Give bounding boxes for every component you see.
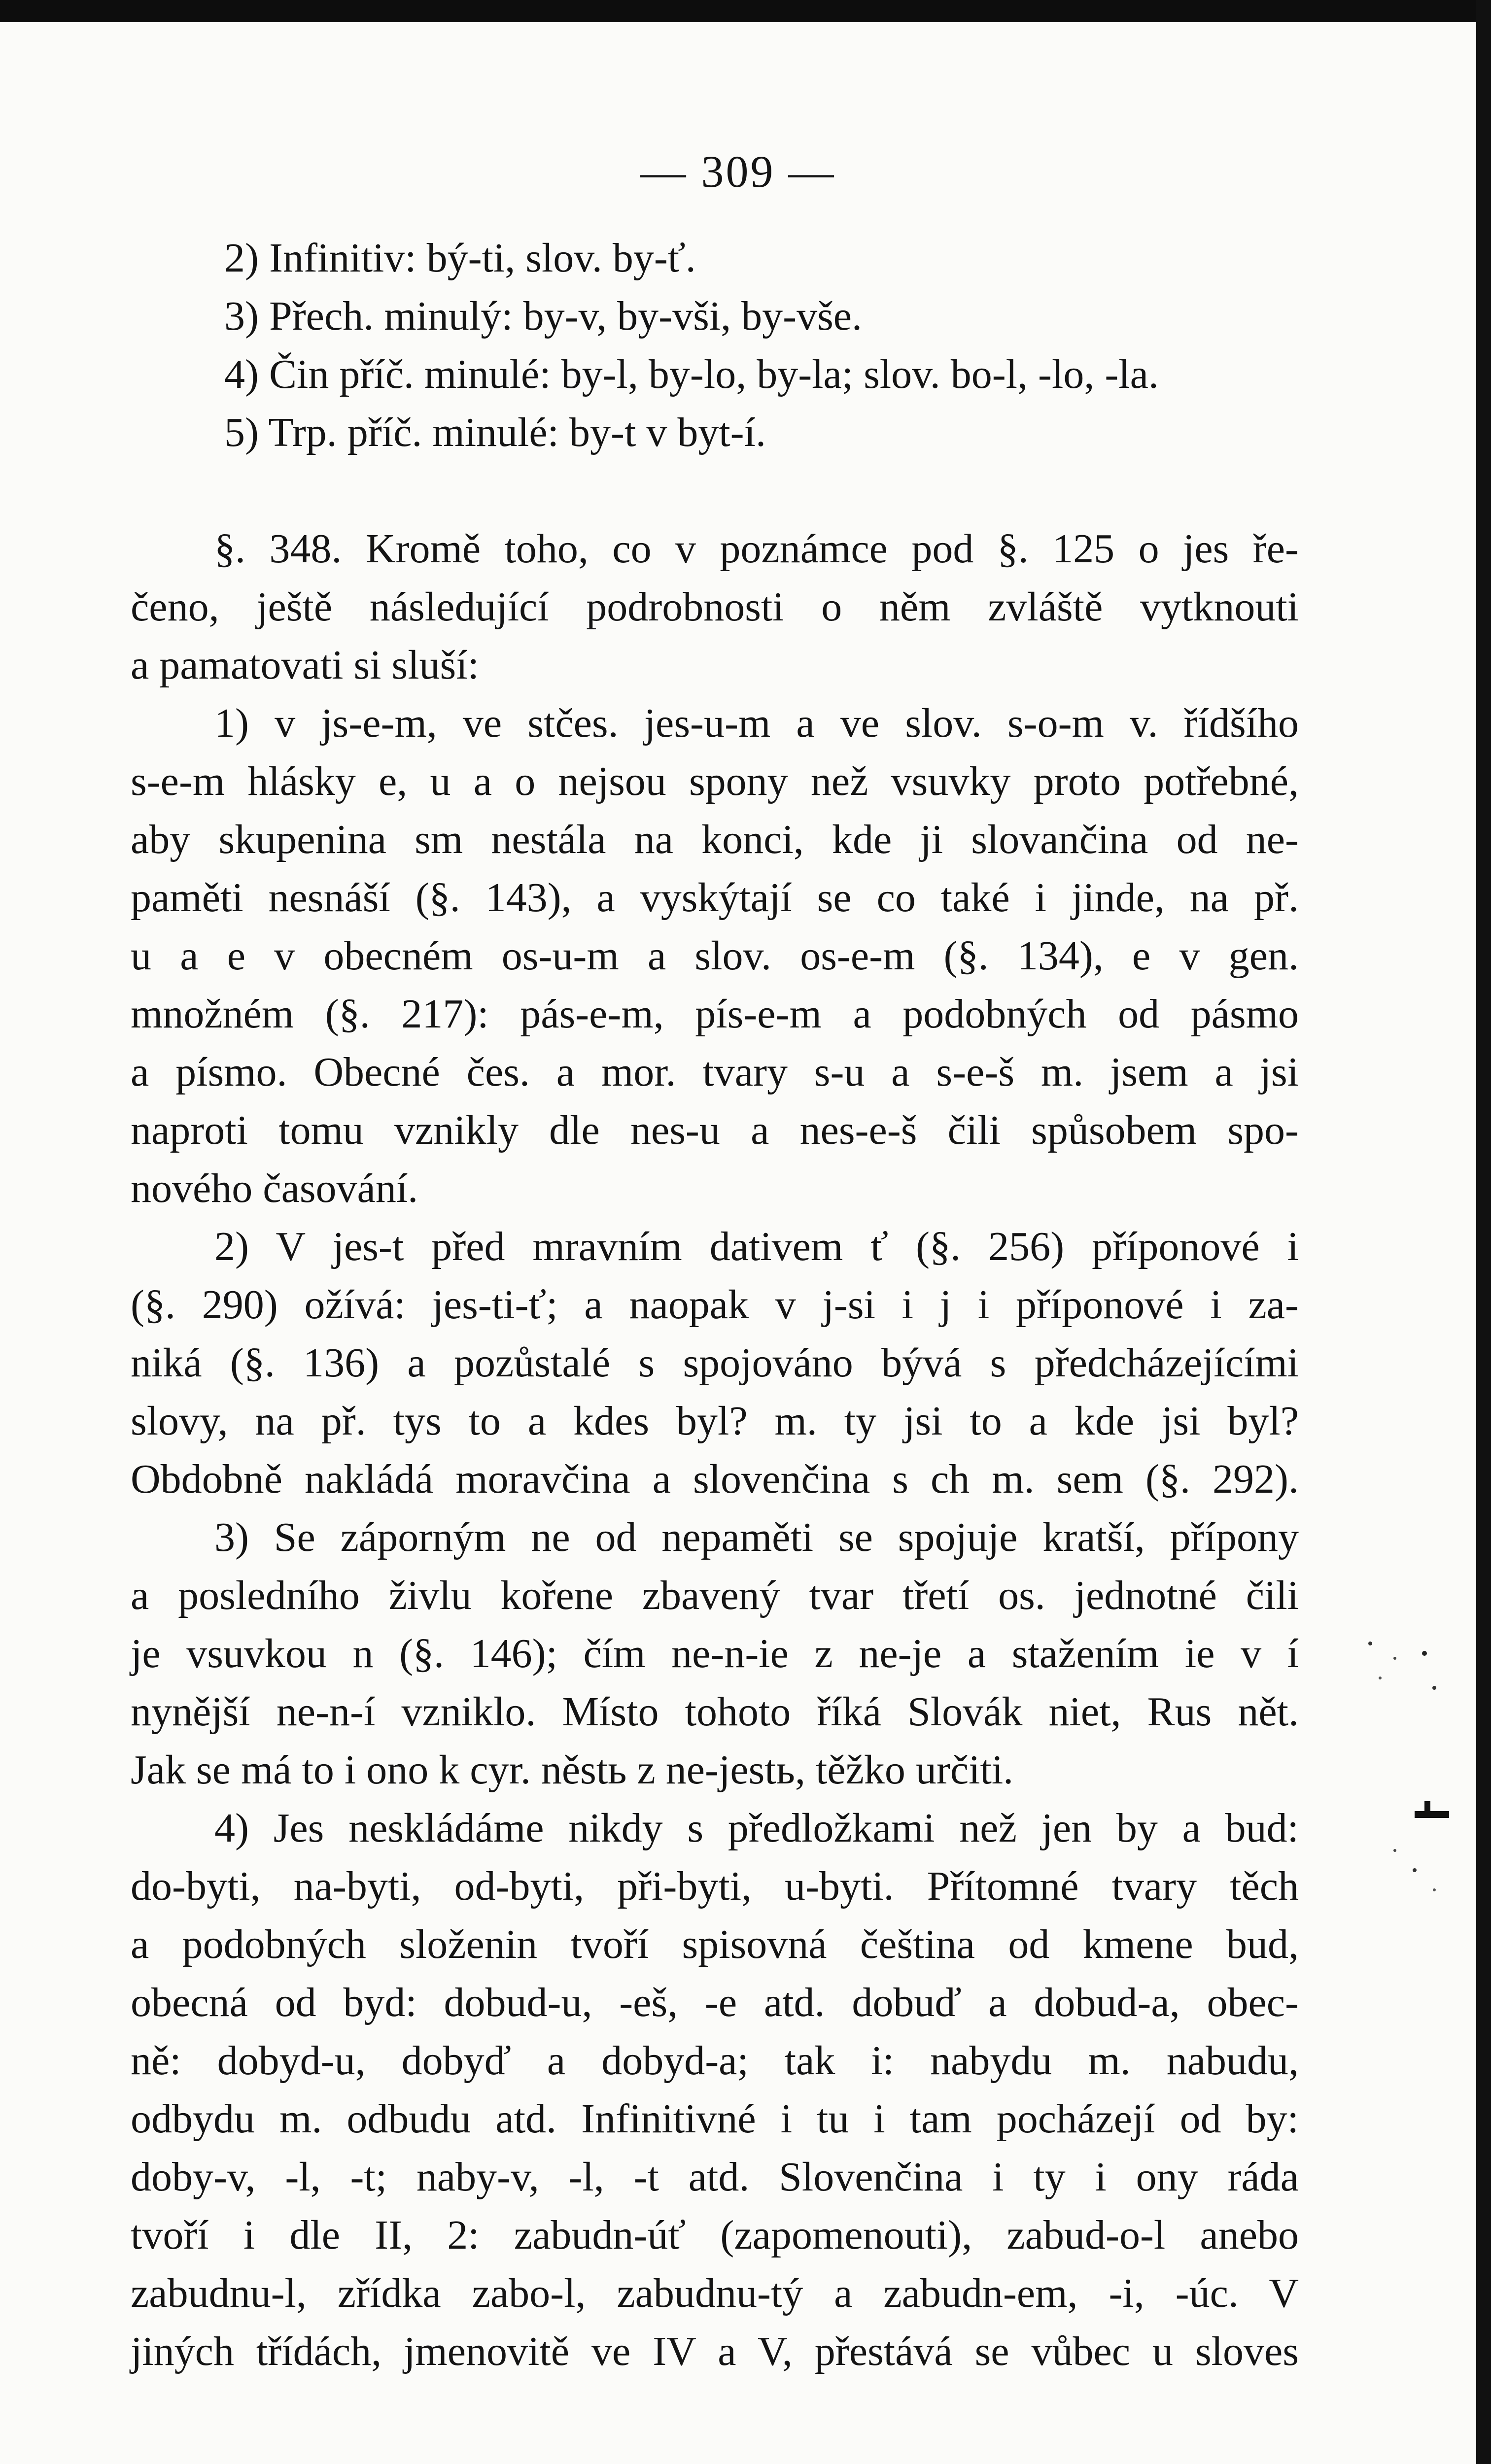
text-line: 5) Trp. příč. minulé: by-t v byt-í. [224,410,766,455]
text-line: §. 348. Kromě toho, co v poznámce pod §. 125 o jes ře- [214,526,1299,572]
text-line: 2) V jes-t před mravním dativem ť (§. 256) příponové i [214,1224,1299,1269]
text-line: slovy, na př. tys to a kdes byl? m. ty jsi to a kde jsi byl? [131,1398,1299,1444]
paragraph-gap [131,462,1299,520]
text-line: naproti tomu vznikly dle nes-u a nes-e-š čili spůsobem spo- [131,1107,1299,1153]
text-line: a posledního živlu kořene zbavený tvar třetí os. jednotné čili [131,1573,1299,1618]
page-number: — 309 — [640,146,836,197]
text-line: niká (§. 136) a pozůstalé s spojováno bývá s předcházejícími [131,1340,1299,1386]
text-line: (§. 290) ožívá: jes-ti-ť; a naopak v j-si i j i příponové i za- [131,1282,1299,1328]
text-line: je vsuvkou n (§. 146); čím ne-n-ie z ne-je a stažením ie v í [131,1631,1299,1677]
text-line: paměti nesnáší (§. 143), a vyskýtají se co také i jinde, na př. [131,875,1299,921]
text-line: odbydu m. odbudu atd. Infinitivné i tu i tam pocházejí od by: [131,2096,1299,2142]
body-text [131,229,1299,2381]
text-line: 2) Infinitiv: bý-ti, slov. by-ť. [224,235,696,281]
text-line: čeno, ještě následující podrobnosti o něm zvláště vytknouti [131,584,1299,630]
text-line: množném (§. 217): pás-e-m, pís-e-m a podobných od pásmo [131,991,1299,1037]
text-line: 4) Čin příč. minulé: by-l, by-lo, by-la; slov. bo-l, -lo, -la. [224,351,1159,397]
text-line: aby skupenina sm nestála na konci, kde ji slovančina od ne- [131,817,1299,862]
text-line: a písmo. Obecné čes. a mor. tvary s-u a s-e-š m. jsem a jsi [131,1049,1299,1095]
scanned-page [0,22,1476,2464]
text-line: 3) Se záporným ne od nepaměti se spojuje kratší, přípony [214,1514,1299,1560]
text-line: nynější ne-n-í vzniklo. Místo tohoto říká Slovák niet, Rus nět. [131,1689,1299,1735]
text-line: do-byti, na-byti, od-byti, při-byti, u-byti. Přítomné tvary těch [131,1863,1299,1909]
text-line: a podobných složenin tvoří spisovná čeština od kmene bud, [131,1921,1299,1967]
text-line: s-e-m hlásky e, u a o nejsou spony než vsuvky proto potřebné, [131,758,1299,804]
text-line: ně: dobyd-u, dobyď a dobyd-a; tak i: nabydu m. nabudu, [131,2038,1299,2084]
text-line: u a e v obecném os-u-m a slov. os-e-m (§. 134), e v gen. [131,933,1299,979]
text-line: 4) Jes neskládáme nikdy s předložkami než jen by a bud: [214,1805,1299,1851]
text-line: a pamatovati si sluší: [131,642,479,688]
text-line: 1) v js-e-m, ve stčes. jes-u-m a ve slov. s-o-m v. řídšího [214,700,1299,746]
text-line: zabudnu-l, zřídka zabo-l, zabudnu-tý a zabudn-em, -i, -úc. V [131,2270,1299,2316]
scan-border [1476,0,1491,2464]
scan-artifact-marks [1351,1624,1459,1919]
text-line: tvoří i dle II, 2: zabudn-úť (zapomenouti), zabud-o-l anebo [131,2212,1299,2258]
text-line: obecná od byd: dobud-u, -eš, -e atd. dobuď a dobud-a, obec- [131,1980,1299,2025]
text-line: Jak se má to i ono k cyr. něstь z ne-jestь, těžko určiti. [131,1747,1014,1793]
text-line: jiných třídách, jmenovitě ve IV a V, přestává se vůbec u sloves [131,2328,1299,2374]
text-line: Obdobně nakládá moravčina a slovenčina s ch m. sem (§. 292). [131,1456,1299,1502]
text-line: nového časování. [131,1165,418,1211]
text-line: 3) Přech. minulý: by-v, by-vši, by-vše. [224,293,863,339]
text-line: doby-v, -l, -t; naby-v, -l, -t atd. Slovenčina i ty i ony ráda [131,2154,1299,2200]
